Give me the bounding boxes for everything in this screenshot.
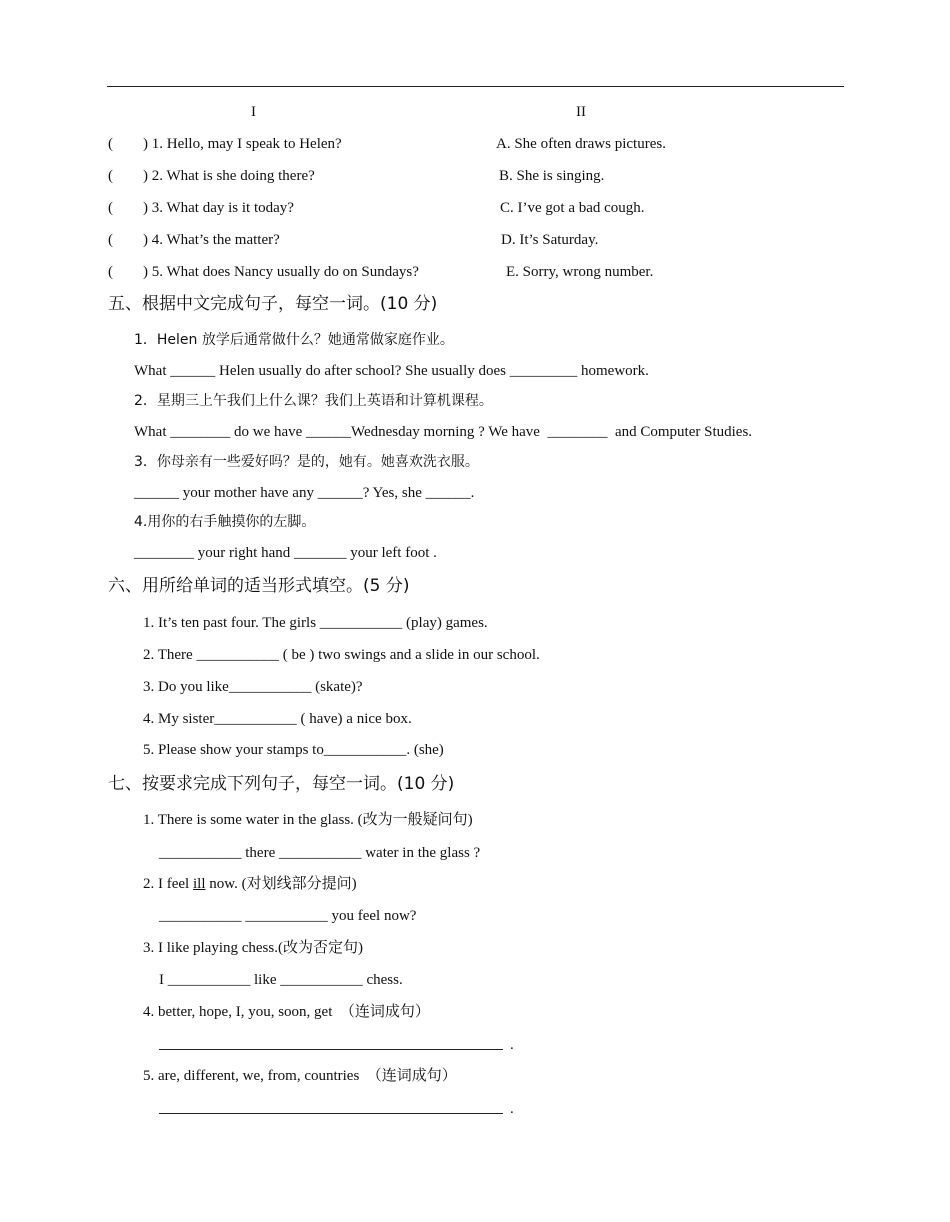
section5-line-7: 4.用你的右手触摸你的左脚。 — [134, 514, 316, 530]
match-answer-e: E. Sorry, wrong number. — [506, 264, 654, 280]
section5-line-3: 2．星期三上午我们上什么课？我们上英语和计算机课程。 — [134, 393, 493, 409]
match-answer-a: A. She often draws pictures. — [496, 136, 666, 152]
section6-title: 六、用所给单词的适当形式填空。(5 分) — [108, 576, 410, 596]
section7-question-4: 4. better, hope, I, you, soon, get （连词成句） — [143, 1004, 430, 1020]
match-answer-d: D. It’s Saturday. — [501, 232, 599, 248]
section5-line-2: What ______ Helen usually do after school? She usually does _________ homework. — [134, 363, 649, 379]
match-question-2: ( ) 2. What is she doing there? — [108, 168, 315, 184]
section7-answer-3: I ___________ like ___________ chess. — [159, 972, 403, 988]
section6-item-1: 1. It’s ten past four. The girls ___________ (play) games. — [143, 615, 488, 631]
section7-question-2 — [143, 875, 357, 893]
section6-item-4: 4. My sister___________ ( have) a nice box. — [143, 711, 412, 727]
section5-line-1: 1．Helen 放学后通常做什么？她通常做家庭作业。 — [134, 332, 454, 348]
column-header-ii: II — [576, 104, 586, 120]
section5-line-6: ______ your mother have any ______? Yes, she ______. — [134, 485, 475, 501]
section7-answer-2: ___________ ___________ you feel now? — [159, 908, 417, 924]
q2-text-after: now. (对划线部分提问) — [205, 876, 357, 892]
match-question-1: ( ) 1. Hello, may I speak to Helen? — [108, 136, 342, 152]
period-4: . — [510, 1037, 514, 1053]
match-answer-c: C. I’ve got a bad cough. — [500, 200, 645, 216]
match-answer-b: B. She is singing. — [499, 168, 605, 184]
section6-item-5: 5. Please show your stamps to___________. (she) — [143, 742, 444, 758]
section6-item-2: 2. There ___________ ( be ) two swings and a slide in our school. — [143, 647, 540, 663]
top-rule — [107, 86, 844, 87]
section7-title: 七、按要求完成下列句子，每空一词。(10 分) — [108, 774, 455, 794]
q2-text-before: 2. I feel — [143, 876, 193, 892]
match-question-4: ( ) 4. What’s the matter? — [108, 232, 280, 248]
match-question-5: ( ) 5. What does Nancy usually do on Sundays? — [108, 264, 419, 280]
section7-question-3: 3. I like playing chess.(改为否定句) — [143, 940, 363, 956]
match-question-3: ( ) 3. What day is it today? — [108, 200, 294, 216]
column-header-i: I — [251, 104, 256, 120]
section7-question-1: 1. There is some water in the glass. (改为一般疑问句) — [143, 812, 473, 828]
section5-line-8: ________ your right hand _______ your left foot . — [134, 545, 437, 561]
answer-line-5 — [159, 1113, 503, 1114]
section5-title: 五、根据中文完成句子，每空一词。(10 分) — [108, 294, 438, 314]
section5-line-4: What ________ do we have ______Wednesday morning ? We have ________ and Computer Studies. — [134, 424, 753, 440]
section7-answer-1: ___________ there ___________ water in the glass ? — [159, 845, 481, 861]
answer-line-4 — [159, 1049, 503, 1050]
section5-line-5: 3．你母亲有一些爱好吗？是的，她有。她喜欢洗衣服。 — [134, 454, 479, 470]
q2-underlined-word: ill — [192, 876, 206, 892]
section6-item-3: 3. Do you like___________ (skate)? — [143, 679, 363, 695]
section7-question-5: 5. are, different, we, from, countries （连词成句） — [143, 1068, 457, 1084]
period-5: . — [510, 1101, 514, 1117]
